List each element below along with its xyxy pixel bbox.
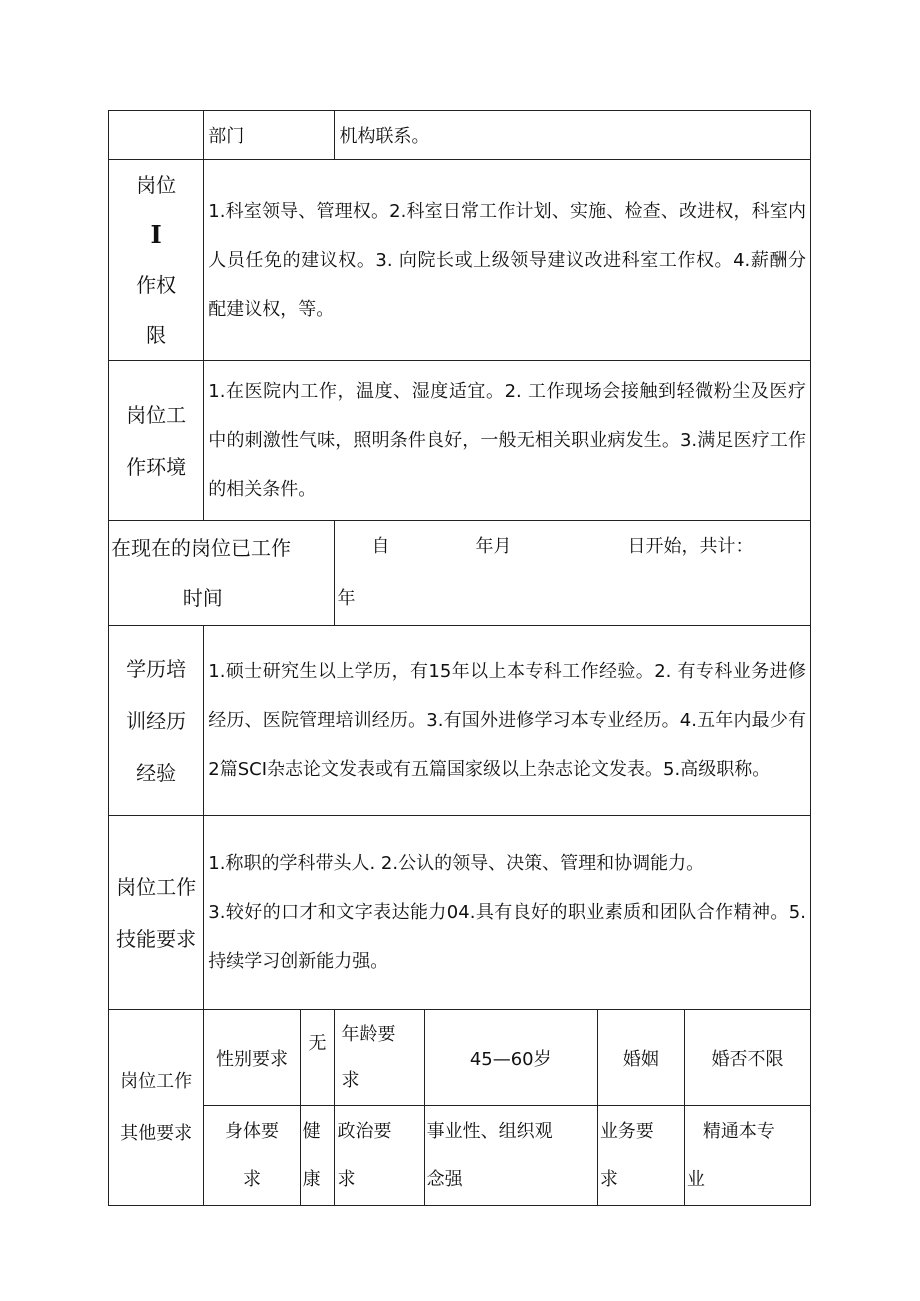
dept-text: 部门 — [208, 126, 245, 147]
gender-value: 无 — [300, 1010, 335, 1106]
row-environment — [109, 361, 811, 521]
education-label: 学历培 训经历 经验 — [109, 626, 204, 816]
health-label: 身体要 求 — [204, 1106, 300, 1206]
empty-label-cell — [109, 111, 204, 160]
skills-line-1: 1.称职的学科带头人. 2.公认的领导、决策、管理和协调能力。 — [208, 853, 705, 874]
political-label: 政治要 求 — [335, 1106, 424, 1206]
time-year: 年 — [337, 588, 356, 609]
row-department — [109, 111, 811, 160]
skills-text — [204, 816, 811, 1010]
row-other-2 — [109, 1106, 811, 1206]
health-value: 健 康 — [300, 1106, 335, 1206]
age-value: 45—60岁 — [424, 1010, 597, 1106]
authority-label: 岗位 I 作权 限 — [109, 160, 204, 361]
time-label: 在现在的岗位已工作 时间 — [109, 521, 335, 626]
dept-cell — [204, 111, 335, 160]
authority-text: 1.科室领导、管理权。2.科室日常工作计划、实施、检查、改进权，科室内人员任免的建议权。3. 向院长或上级领导建议改进科室工作权。4.薪酬分配建议权，等。 — [204, 160, 811, 361]
row-authority — [109, 160, 811, 361]
time-value — [335, 521, 811, 626]
dept-contact-cell — [335, 111, 811, 160]
business-value: 精通本专 业 — [684, 1106, 810, 1206]
row-skills — [109, 816, 811, 1010]
marriage-value: 婚否不限 — [684, 1010, 810, 1106]
age-label: 年龄要 求 — [335, 1010, 424, 1106]
skills-line-2: 3.较好的口才和文字表达能力04.具有良好的职业素质和团队合作精神。5. 持续学习创新能力强。 — [208, 902, 806, 972]
row-other-1 — [109, 1010, 811, 1106]
time-year-month: 年月 — [475, 536, 512, 557]
time-from: 自 — [371, 536, 390, 557]
gender-label: 性别要求 — [204, 1010, 300, 1106]
row-education — [109, 626, 811, 816]
environment-text: 1.在医院内工作，温度、湿度适宜。2. 工作现场会接触到轻微粉尘及医疗中的刺激性气味，照明条件良好，一般无相关职业病发生。3.满足医疗工作的相关条件。 — [204, 361, 811, 521]
political-value: 事业性、组织观 念强 — [424, 1106, 597, 1206]
job-description-table — [108, 110, 811, 1206]
dept-contact-text: 机构联系。 — [339, 126, 430, 147]
row-time-in-position — [109, 521, 811, 626]
education-text: 1.硕士研究生以上学历，有15年以上本专科工作经验。2. 有专科业务进修经历、医院管理培训经历。3.有国外进修学习本专业经历。4.五年内最少有2篇SCI杂志论文发表或有五篇国家级以上杂志论文发表。5.高级职称。 — [204, 626, 811, 816]
time-start: 日开始，共计： — [627, 536, 754, 557]
skills-label: 岗位工作 技能要求 — [109, 816, 204, 1010]
environment-label: 岗位工 作环境 — [109, 361, 204, 521]
marriage-label: 婚姻 — [597, 1010, 684, 1106]
other-label: 岗位工作 其他要求 — [109, 1010, 204, 1206]
business-label: 业务要 求 — [597, 1106, 684, 1206]
